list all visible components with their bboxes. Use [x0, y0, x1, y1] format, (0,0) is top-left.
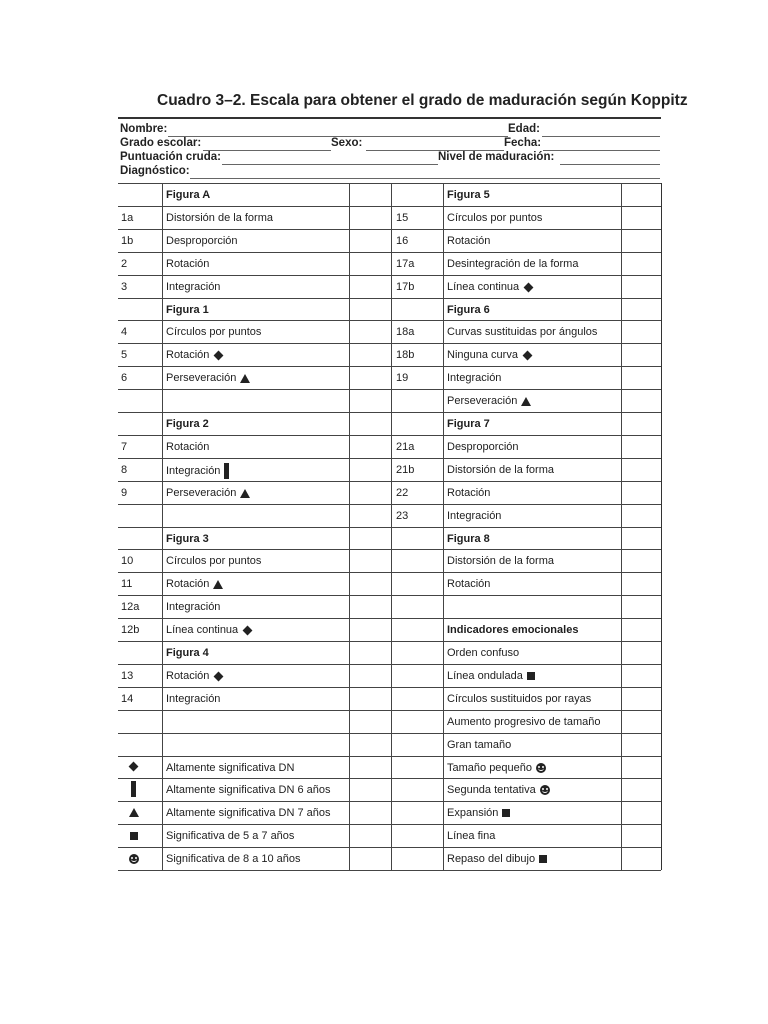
left-item-row	[166, 234, 238, 248]
item-label: Expansión	[447, 807, 499, 819]
left-item-row	[166, 692, 220, 706]
row-divider	[118, 298, 661, 299]
diamond-icon	[522, 350, 532, 360]
section-heading: Figura 4	[166, 647, 209, 659]
row-divider	[118, 206, 661, 207]
right-item-row	[447, 852, 547, 866]
right-item-row	[447, 577, 490, 591]
item-label: Círculos por puntos	[447, 212, 543, 224]
square-icon	[502, 809, 510, 817]
row-divider	[118, 183, 661, 184]
legend-triangle-icon	[129, 808, 139, 817]
item-label: Perseveración	[447, 395, 518, 407]
item-label: Tamaño pequeño	[447, 762, 533, 774]
row-divider	[118, 595, 661, 596]
section-heading: Figura A	[166, 189, 211, 201]
row-divider	[118, 664, 661, 665]
right-item-number: 18a	[396, 326, 415, 338]
section-heading: Figura 5	[447, 189, 490, 201]
item-label: Distorsión de la forma	[166, 212, 273, 224]
right-item-number: 22	[396, 487, 409, 499]
right-item-row	[447, 280, 532, 294]
left-item-row	[166, 257, 209, 271]
right-item-row	[447, 669, 535, 683]
left-item-row	[166, 761, 294, 775]
row-divider	[118, 527, 661, 528]
triangle-icon	[521, 397, 531, 406]
left-item-row	[166, 188, 210, 202]
item-label: Aumento progresivo de tamaño	[447, 716, 601, 728]
right-item-row	[447, 783, 550, 797]
row-divider	[118, 710, 661, 711]
sexo-label: Sexo:	[331, 137, 363, 149]
fecha-line	[543, 150, 660, 151]
legend-smiley-icon	[129, 854, 139, 864]
item-label: Desproporción	[447, 441, 519, 453]
row-divider	[118, 366, 661, 367]
left-item-row	[166, 829, 294, 843]
right-item-row	[447, 829, 495, 843]
left-item-row	[166, 325, 261, 339]
right-item-row	[447, 715, 600, 729]
item-label: Integración	[447, 372, 502, 384]
left-item-row	[166, 371, 250, 385]
square-icon	[539, 855, 547, 863]
legend-square-icon	[130, 832, 138, 840]
left-item-row	[166, 417, 209, 431]
left-item-row	[166, 486, 250, 500]
row-divider	[118, 687, 661, 688]
fecha-label: Fecha:	[504, 137, 542, 149]
row-divider	[118, 275, 661, 276]
nivel-label: Nivel de maduración:	[438, 151, 555, 163]
row-divider	[118, 320, 661, 321]
left-item-row	[166, 806, 330, 820]
item-label: Altamente significativa DN 7 años	[166, 807, 331, 819]
right-item-row	[447, 257, 578, 271]
right-item-row	[447, 371, 501, 385]
diagnostico-line	[190, 178, 660, 179]
item-label: Altamente significativa DN 6 años	[166, 784, 331, 796]
triangle-icon	[240, 489, 250, 498]
left-item-row	[166, 600, 220, 614]
section-heading: Figura 1	[166, 304, 209, 316]
item-label: Integración	[166, 601, 221, 613]
square-icon	[527, 672, 535, 680]
diamond-icon	[243, 625, 253, 635]
item-label: Línea ondulada	[447, 670, 523, 682]
left-item-number: 6	[121, 372, 128, 384]
diamond-icon	[214, 350, 224, 360]
left-item-number: 2	[121, 258, 128, 270]
left-item-row	[166, 532, 209, 546]
left-item-row	[166, 646, 209, 660]
item-label: Integración	[166, 281, 221, 293]
column-divider	[349, 183, 350, 870]
row-divider	[118, 389, 661, 390]
title-rule	[118, 117, 661, 119]
right-item-row	[447, 761, 546, 775]
right-item-row	[447, 417, 490, 431]
section-heading: Figura 7	[447, 418, 490, 430]
item-label: Integración	[166, 693, 221, 705]
item-label: Distorsión de la forma	[447, 555, 554, 567]
item-label: Desintegración de la forma	[447, 258, 579, 270]
row-divider	[118, 549, 661, 550]
table-title: Cuadro 3–2. Escala para obtener el grado de maduración según Koppitz	[157, 92, 688, 109]
diamond-icon	[214, 671, 224, 681]
edad-label: Edad:	[508, 123, 540, 135]
item-label: Rotación	[166, 349, 210, 361]
item-label: Círculos por puntos	[166, 555, 262, 567]
left-item-number: 1a	[121, 212, 134, 224]
right-item-row	[447, 509, 501, 523]
column-divider	[162, 183, 163, 870]
smiley-icon	[540, 785, 550, 795]
right-item-row	[447, 532, 490, 546]
right-item-number: 17b	[396, 281, 415, 293]
left-item-row	[166, 783, 330, 797]
item-label: Repaso del dibujo	[447, 853, 536, 865]
item-label: Integración	[166, 464, 221, 477]
row-divider	[118, 870, 661, 871]
left-item-number: 11	[121, 578, 133, 590]
item-label: Distorsión de la forma	[447, 464, 554, 476]
right-item-number: 21b	[396, 464, 415, 476]
right-item-row	[447, 738, 511, 752]
right-item-row	[447, 554, 554, 568]
right-item-row	[447, 348, 531, 362]
right-item-row	[447, 463, 554, 477]
item-label: Altamente significativa DN	[166, 762, 295, 774]
item-label: Integración	[447, 510, 502, 522]
item-label: Círculos sustituidos por rayas	[447, 693, 592, 705]
nombre-label: Nombre:	[120, 123, 168, 135]
left-item-number: 14	[121, 693, 134, 705]
right-item-row	[447, 646, 519, 660]
column-divider	[391, 183, 392, 870]
left-item-row	[166, 440, 209, 454]
left-item-number: 1b	[121, 235, 134, 247]
row-divider	[118, 847, 661, 848]
item-label: Círculos por puntos	[166, 326, 262, 338]
right-item-number: 21a	[396, 441, 415, 453]
grado-line	[203, 150, 331, 151]
item-label: Desproporción	[166, 235, 238, 247]
item-label: Línea fina	[447, 830, 496, 842]
bar-icon	[224, 463, 229, 479]
row-divider	[118, 641, 661, 642]
row-divider	[118, 252, 661, 253]
section-heading: Figura 6	[447, 304, 490, 316]
row-divider	[118, 572, 661, 573]
left-item-row	[166, 852, 301, 866]
legend-diamond-icon	[129, 762, 139, 772]
left-item-number: 5	[121, 349, 128, 361]
row-divider	[118, 343, 661, 344]
row-divider	[118, 778, 661, 779]
left-item-number: 7	[121, 441, 128, 453]
item-label: Perseveración	[166, 372, 237, 384]
row-divider	[118, 412, 661, 413]
item-label: Curvas sustituidas por ángulos	[447, 326, 598, 338]
section-heading: Figura 3	[166, 533, 209, 545]
right-item-row	[447, 394, 531, 408]
nivel-line	[560, 164, 660, 165]
item-label: Rotación	[166, 670, 210, 682]
left-item-number: 4	[121, 326, 128, 338]
left-item-row	[166, 303, 209, 317]
item-label: Rotación	[447, 578, 491, 590]
right-item-number: 23	[396, 510, 409, 522]
row-divider	[118, 504, 661, 505]
left-item-row	[166, 463, 229, 479]
row-divider	[118, 801, 661, 802]
row-divider	[118, 458, 661, 459]
right-item-row	[447, 806, 510, 820]
item-label: Rotación	[166, 258, 210, 270]
row-divider	[118, 756, 661, 757]
left-item-row	[166, 577, 223, 591]
left-item-number: 9	[121, 487, 128, 499]
puntuacion-line	[222, 164, 438, 165]
left-item-number: 12b	[121, 624, 140, 636]
item-label: Ninguna curva	[447, 349, 518, 361]
section-heading: Indicadores emocionales	[447, 624, 579, 636]
left-item-number: 8	[121, 464, 128, 476]
section-heading: Figura 2	[166, 418, 209, 430]
item-label: Línea continua	[166, 624, 239, 636]
item-label: Línea continua	[447, 281, 520, 293]
left-item-row	[166, 669, 222, 683]
column-divider	[661, 183, 662, 870]
diamond-icon	[524, 282, 534, 292]
right-item-row	[447, 303, 490, 317]
left-item-row	[166, 211, 273, 225]
right-item-row	[447, 623, 578, 637]
row-divider	[118, 481, 661, 482]
left-item-row	[166, 554, 261, 568]
item-label: Rotación	[166, 441, 210, 453]
smiley-icon	[536, 763, 546, 773]
section-heading: Figura 8	[447, 533, 490, 545]
right-item-number: 15	[396, 212, 409, 224]
item-label: Perseveración	[166, 487, 237, 499]
left-item-row	[166, 348, 222, 362]
column-divider	[621, 183, 622, 870]
item-label: Rotación	[166, 578, 210, 590]
row-divider	[118, 618, 661, 619]
left-item-number: 3	[121, 281, 128, 293]
right-item-row	[447, 486, 490, 500]
item-label: Orden confuso	[447, 647, 520, 659]
left-item-number: 13	[121, 670, 134, 682]
right-item-row	[447, 440, 519, 454]
right-item-number: 19	[396, 372, 409, 384]
right-item-row	[447, 692, 591, 706]
triangle-icon	[240, 374, 250, 383]
edad-line	[542, 136, 660, 137]
item-label: Gran tamaño	[447, 739, 512, 751]
item-label: Segunda tentativa	[447, 784, 536, 796]
puntuacion-label: Puntuación cruda:	[120, 151, 221, 163]
right-item-row	[447, 234, 490, 248]
row-divider	[118, 824, 661, 825]
item-label: Rotación	[447, 235, 491, 247]
column-divider	[443, 183, 444, 870]
row-divider	[118, 229, 661, 230]
right-item-number: 17a	[396, 258, 415, 270]
right-item-number: 18b	[396, 349, 415, 361]
left-item-number: 10	[121, 555, 134, 567]
right-item-number: 16	[396, 235, 409, 247]
grado-label: Grado escolar:	[120, 137, 202, 149]
right-item-row	[447, 188, 490, 202]
right-item-row	[447, 211, 542, 225]
triangle-icon	[213, 580, 223, 589]
left-item-row	[166, 280, 220, 294]
left-item-row	[166, 623, 251, 637]
item-label: Significativa de 8 a 10 años	[166, 853, 301, 865]
row-divider	[118, 435, 661, 436]
right-item-row	[447, 325, 597, 339]
item-label: Rotación	[447, 487, 491, 499]
left-item-number: 12a	[121, 601, 140, 613]
item-label: Significativa de 5 a 7 años	[166, 830, 295, 842]
row-divider	[118, 733, 661, 734]
diagnostico-label: Diagnóstico:	[120, 165, 190, 177]
legend-bar-icon	[131, 781, 136, 797]
